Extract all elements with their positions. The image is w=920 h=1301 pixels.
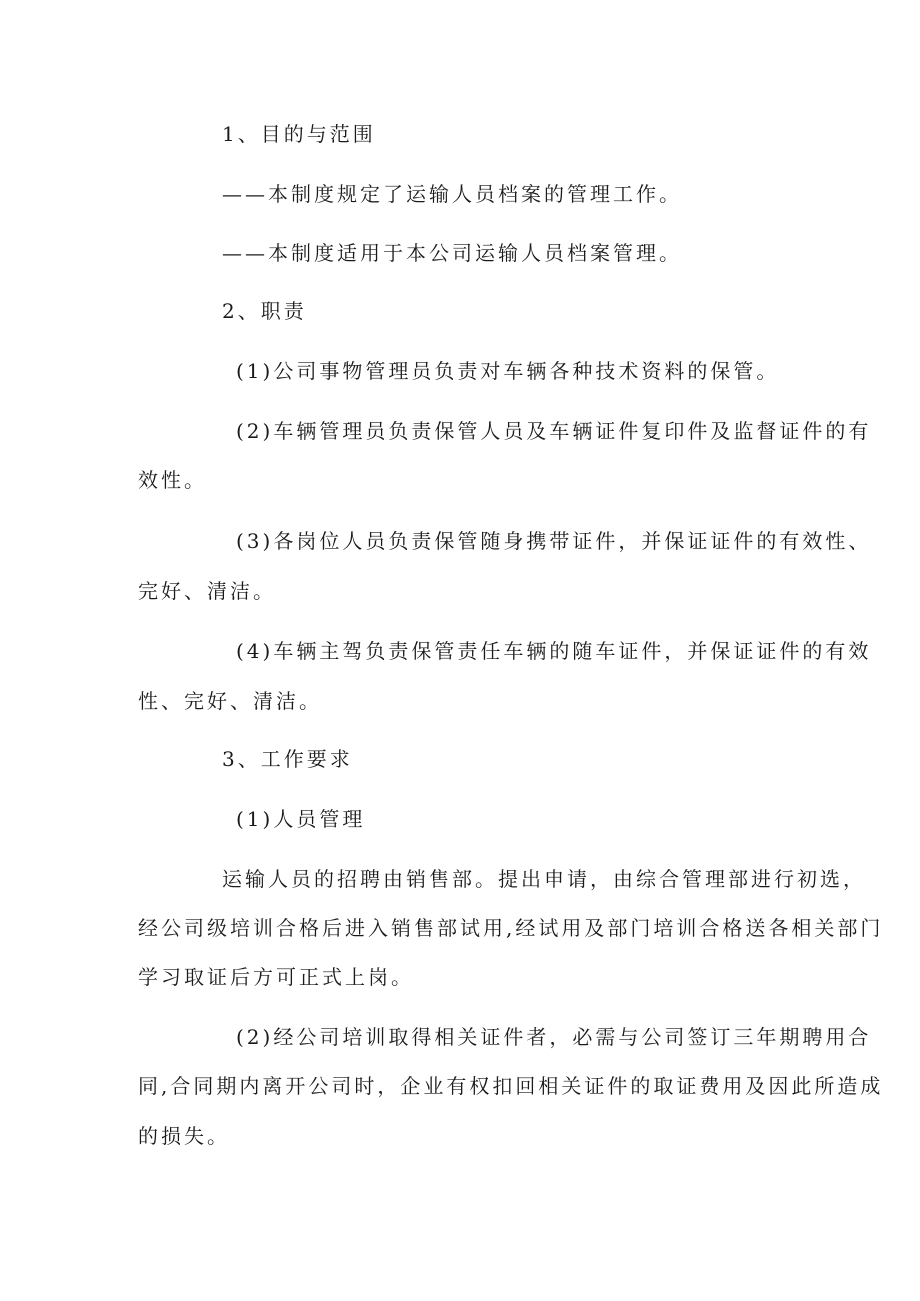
duty-item-4-line-1: (4)车辆主驾负责保管责任车辆的随车证件，并保证证件的有效 [236,639,872,663]
requirement-1-paragraph-line-1: 运输人员的招聘由销售部。提出申请，由综合管理部进行初选， [222,867,866,891]
section-1-heading: 1、目的与范围 [222,122,376,146]
requirement-item-2-line-1: (2)经公司培训取得相关证件者，必需与公司签订三年期聘用合 [236,1025,872,1049]
section-1-line-2: ——本制度适用于本公司运输人员档案管理。 [222,241,682,265]
section-2-heading: 2、职责 [222,299,307,323]
duty-item-3-line-1: (3)各岗位人员负责保管随身携带证件，并保证证件的有效性、 [236,529,872,553]
duty-item-4-line-2: 性、完好、清洁。 [138,689,322,713]
requirement-item-1-title: (1)人员管理 [236,807,366,831]
duty-item-1: (1)公司事物管理员负责对车辆各种技术资料的保管。 [236,359,780,383]
requirement-1-paragraph-line-2: 经公司级培训合格后进入销售部试用,经试用及部门培训合格送各相关部门 [138,916,884,940]
duty-item-3-line-2: 完好、清洁。 [138,579,276,603]
duty-item-2-line-1: (2)车辆管理员负责保管人员及车辆证件复印件及监督证件的有 [236,419,872,443]
requirement-item-2-line-2: 同,合同期内离开公司时，企业有权扣回相关证件的取证费用及因此所造成 [138,1074,884,1098]
requirement-item-2-line-3: 的损失。 [138,1124,230,1148]
section-3-heading: 3、工作要求 [222,747,353,771]
duty-item-2-line-2: 效性。 [138,468,207,492]
section-1-line-1: ——本制度规定了运输人员档案的管理工作。 [222,182,682,206]
requirement-1-paragraph-line-3: 学习取证后方可正式上岗。 [138,965,414,989]
